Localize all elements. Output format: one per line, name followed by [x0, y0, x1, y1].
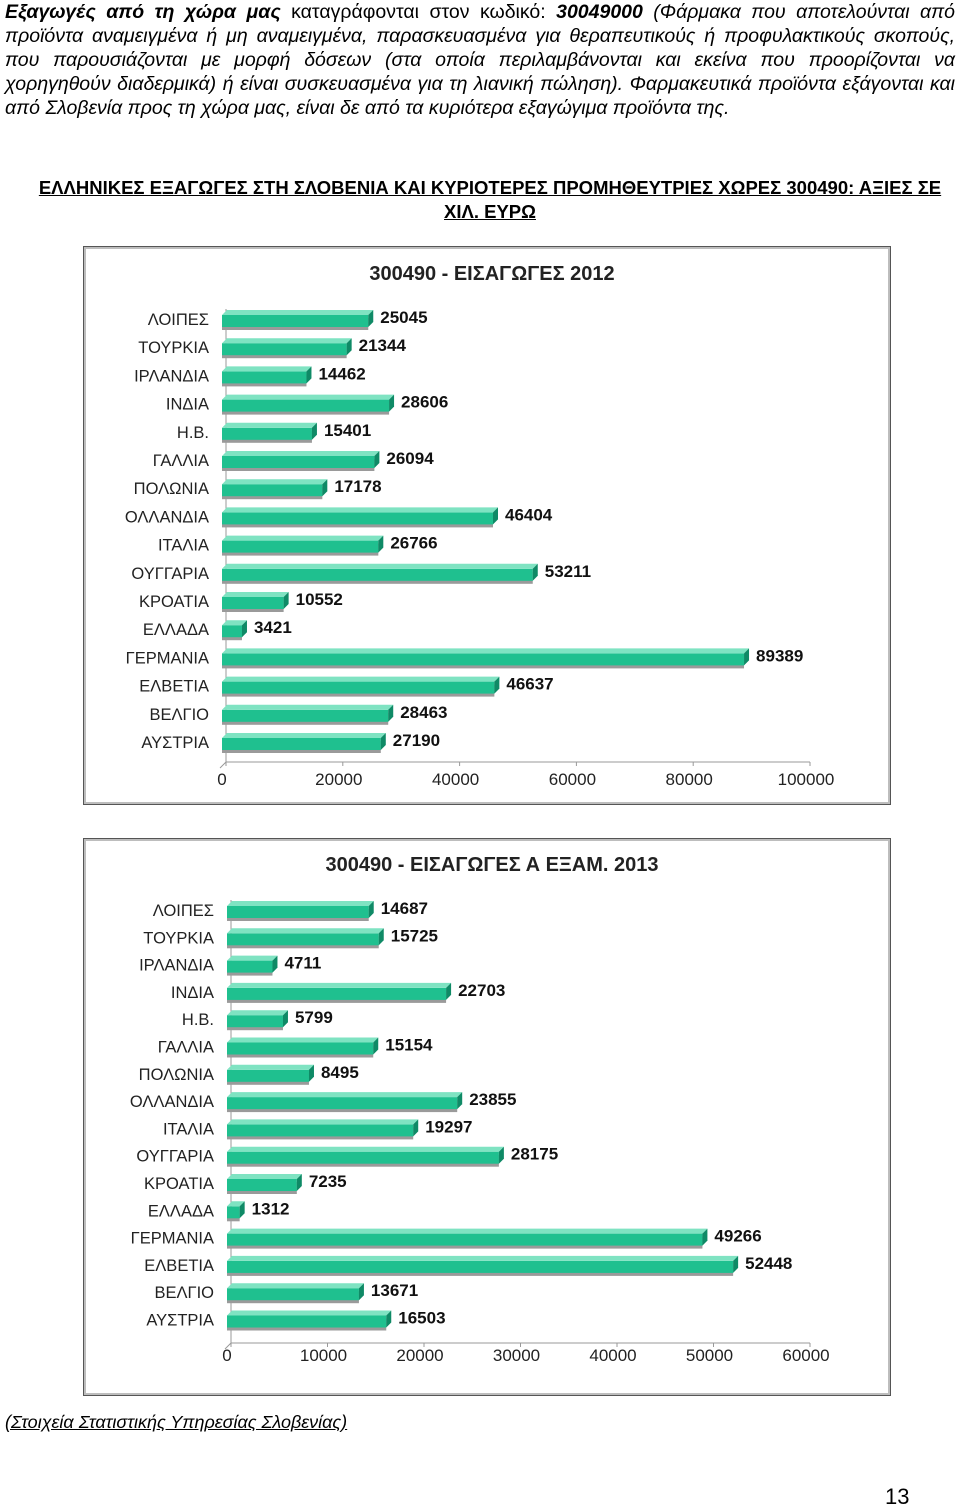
- bar-top: [227, 1174, 302, 1179]
- page-number: 13: [885, 1484, 910, 1509]
- bar-top: [227, 1010, 288, 1015]
- chart-imports-2012: [83, 246, 891, 805]
- category-label: ΚΡΟΑΤΙΑ: [144, 1175, 214, 1193]
- x-tick-label: 30000: [492, 1346, 541, 1365]
- bar: [227, 1097, 457, 1109]
- bar: [227, 1261, 733, 1273]
- value-label: 17178: [334, 477, 382, 497]
- category-label: ΒΕΛΓΙΟ: [149, 705, 209, 724]
- bar-top: [222, 536, 383, 541]
- category-label: ΟΥΓΓΑΡΙΑ: [136, 1147, 214, 1166]
- bar-top: [227, 1065, 314, 1070]
- bar: [222, 371, 306, 383]
- bar: [222, 541, 378, 553]
- bar: [222, 653, 744, 665]
- bar: [222, 315, 368, 327]
- bar: [227, 1288, 359, 1300]
- bar: [227, 988, 446, 1000]
- category-label: ΕΛΛΑΔΑ: [142, 621, 209, 640]
- value-label: 27190: [392, 731, 441, 750]
- intro-lead-text: καταγράφονται στον κωδικό:: [280, 1, 557, 23]
- bar-top: [227, 1038, 378, 1043]
- chart-imports-h1-2013: [83, 838, 891, 1396]
- value-label: 25045: [380, 308, 428, 327]
- value-label: 26094: [386, 449, 434, 468]
- value-label: 26766: [390, 533, 438, 553]
- chart-title: 300490 - ΕΙΣΑΓΩΓΕΣ 2012: [369, 263, 615, 285]
- value-label: 28175: [510, 1144, 559, 1164]
- value-label: 21344: [358, 336, 406, 356]
- bar-top: [222, 451, 379, 456]
- category-label: ΛΟΙΠΕΣ: [152, 902, 214, 920]
- value-label: 89389: [756, 646, 804, 666]
- category-label: Η.Β.: [181, 1011, 214, 1030]
- x-tick-label: 100000: [777, 770, 835, 789]
- bar-top: [222, 733, 386, 738]
- value-label: 1312: [251, 1199, 290, 1219]
- bar: [222, 710, 388, 722]
- x-tick-label: 50000: [685, 1346, 734, 1365]
- value-label: 13671: [370, 1281, 419, 1301]
- bar: [227, 1124, 413, 1136]
- category-label: ΓΑΛΛΙΑ: [157, 1038, 214, 1057]
- category-label: ΟΥΓΓΑΡΙΑ: [131, 564, 209, 583]
- intro-description: (Φάρμακα που αποτελούνται από προϊόντα αναμειγμένα ή μη αναμειγμένα, παρασκευασμένα για θεραπευτικούς ή προφυλακτικούς σκοπούς, που παρουσιάζονται με μορφή δόσεων (στα οποία περιλαμβάνονται και εκείνα που προορίζονται να χορηγηθούν διαδερμικά) ή είναι συσκευασμένα για τη λιανική πώληση). Φαρμακευτικά προϊόντα εξάγονται και από Σλοβενία προς τη χώρα μας, είναι δε από τα κυριότερα εξαγώγιμα προϊόντα της.: [5, 1, 955, 119]
- x-tick-label: 0: [222, 1346, 232, 1365]
- category-label: ΑΥΣΤΡΙΑ: [141, 734, 209, 752]
- bar-top: [227, 956, 277, 961]
- value-label: 15725: [390, 926, 439, 946]
- bar: [222, 400, 389, 412]
- category-label: ΑΥΣΤΡΙΑ: [146, 1311, 214, 1330]
- section-title: ΕΛΛΗΝΙΚΕΣ ΕΞΑΓΩΓΕΣ ΣΤΗ ΣΛΟΒΕΝΙΑ ΚΑΙ ΚΥΡΙΟΤΕΡΕΣ ΠΡΟΜΗΘΕΥΤΡΙΕΣ ΧΩΡΕΣ 300490: ΑΞΙΕΣ ΣΕ ΧΙΛ. ΕΥΡΩ: [38, 177, 942, 222]
- category-label: ΠΟΛΩΝΙΑ: [133, 480, 209, 499]
- value-label: 22703: [458, 980, 506, 1000]
- category-label: ΤΟΥΡΚΙΑ: [143, 929, 214, 948]
- category-label: ΙΝΔΙΑ: [170, 983, 214, 1002]
- value-label: 10552: [295, 590, 343, 609]
- bar: [227, 906, 369, 918]
- category-label: ΒΕΛΓΙΟ: [154, 1284, 214, 1303]
- x-tick-label: 0: [217, 770, 227, 789]
- category-label: ΙΤΑΛΙΑ: [162, 1120, 214, 1139]
- intro-paragraph: [5, 0, 955, 120]
- value-label: 15154: [385, 1035, 433, 1055]
- x-tick-label: 20000: [396, 1346, 444, 1365]
- bar: [227, 961, 272, 973]
- x-tick-label: 10000: [299, 1346, 348, 1365]
- bar-top: [227, 1147, 504, 1152]
- bar: [227, 1070, 309, 1082]
- bar-top: [222, 423, 317, 428]
- x-tick-label: 20000: [315, 770, 363, 789]
- bar: [222, 343, 347, 355]
- value-label: 52448: [745, 1253, 793, 1273]
- category-label: ΙΝΔΙΑ: [165, 395, 209, 414]
- value-label: 46404: [504, 505, 553, 525]
- value-label: 23855: [469, 1090, 517, 1110]
- category-label: ΙΤΑΛΙΑ: [157, 536, 209, 555]
- chart-svg: [84, 839, 890, 1395]
- x-tick-label: 60000: [548, 770, 597, 789]
- bar-top: [227, 1256, 738, 1261]
- value-label: 46637: [506, 674, 554, 694]
- bar: [222, 512, 493, 524]
- bar: [222, 625, 242, 637]
- value-label: 3421: [253, 618, 292, 638]
- value-label: 49266: [714, 1226, 762, 1246]
- bar-top: [227, 1092, 462, 1097]
- bar-top: [222, 479, 327, 484]
- bar: [227, 1015, 283, 1027]
- bar-top: [227, 983, 451, 988]
- category-label: ΕΛΛΑΔΑ: [147, 1202, 214, 1221]
- bar: [227, 1316, 386, 1328]
- bar: [222, 597, 284, 609]
- value-label: 28606: [401, 392, 449, 412]
- bar: [227, 1179, 297, 1191]
- bar: [227, 1152, 499, 1164]
- bar: [222, 569, 533, 581]
- bar-top: [222, 395, 394, 400]
- bar: [227, 933, 379, 945]
- x-axis-depth: [220, 762, 226, 768]
- category-label: ΓΑΛΛΙΑ: [152, 452, 209, 470]
- bar-top: [227, 1283, 364, 1288]
- value-label: 7235: [308, 1172, 347, 1191]
- bar-top: [227, 928, 384, 933]
- bar-top: [222, 366, 311, 371]
- bar: [222, 456, 374, 468]
- category-label: ΙΡΛΑΝΔΙΑ: [134, 367, 209, 386]
- chart-title: 300490 - ΕΙΣΑΓΩΓΕΣ Α ΕΞΑΜ. 2013: [325, 854, 659, 876]
- x-tick-label: 40000: [431, 770, 480, 789]
- value-label: 28463: [400, 702, 448, 722]
- category-label: ΚΡΟΑΤΙΑ: [139, 593, 209, 611]
- bar: [227, 1234, 702, 1246]
- category-label: ΕΛΒΕΤΙΑ: [144, 1256, 214, 1275]
- value-label: 8495: [320, 1062, 359, 1082]
- bar-top: [222, 705, 393, 710]
- intro-code: 30049000: [556, 1, 643, 23]
- value-label: 5799: [294, 1008, 333, 1028]
- bar: [227, 1043, 373, 1055]
- bar-top: [222, 592, 289, 597]
- bar: [222, 428, 312, 440]
- intro-lead: Εξαγωγές από τη χώρα μας: [5, 1, 281, 23]
- value-label: 4711: [284, 953, 322, 973]
- bar: [222, 484, 322, 496]
- value-label: 15401: [323, 420, 372, 440]
- value-label: 19297: [425, 1117, 473, 1137]
- category-label: ΟΛΛΑΝΔΙΑ: [129, 1093, 214, 1112]
- value-label: 14462: [318, 364, 366, 384]
- x-tick-label: 40000: [589, 1346, 637, 1365]
- bar-top: [222, 648, 749, 653]
- bar-top: [227, 1119, 418, 1124]
- chart-svg: [84, 247, 890, 804]
- bar-top: [222, 507, 498, 512]
- bar: [222, 682, 494, 694]
- category-label: ΠΟΛΩΝΙΑ: [138, 1065, 214, 1084]
- bar-top: [222, 338, 352, 343]
- value-label: 53211: [544, 561, 592, 581]
- category-label: ΓΕΡΜΑΝΙΑ: [130, 1229, 214, 1248]
- value-label: 14687: [380, 899, 429, 918]
- category-label: ΕΛΒΕΤΙΑ: [139, 677, 209, 696]
- category-label: ΛΟΙΠΕΣ: [147, 311, 209, 329]
- category-label: ΟΛΛΑΝΔΙΑ: [124, 508, 209, 527]
- category-label: Η.Β.: [176, 423, 209, 442]
- bar-top: [227, 1311, 391, 1316]
- bar-top: [222, 677, 499, 682]
- bar-top: [227, 1229, 707, 1234]
- x-tick-label: 60000: [782, 1346, 830, 1365]
- source-note: (Στοιχεία Στατιστικής Υπηρεσίας Σλοβενίας): [5, 1412, 348, 1432]
- bar: [222, 738, 381, 750]
- category-label: ΓΕΡΜΑΝΙΑ: [125, 649, 209, 668]
- bar-top: [227, 901, 374, 906]
- x-tick-label: 80000: [665, 770, 713, 789]
- category-label: ΤΟΥΡΚΙΑ: [138, 339, 209, 358]
- category-label: ΙΡΛΑΝΔΙΑ: [139, 956, 214, 975]
- bar: [227, 1206, 240, 1218]
- bar-top: [222, 310, 373, 315]
- bar-top: [222, 564, 538, 569]
- value-label: 16503: [398, 1308, 446, 1328]
